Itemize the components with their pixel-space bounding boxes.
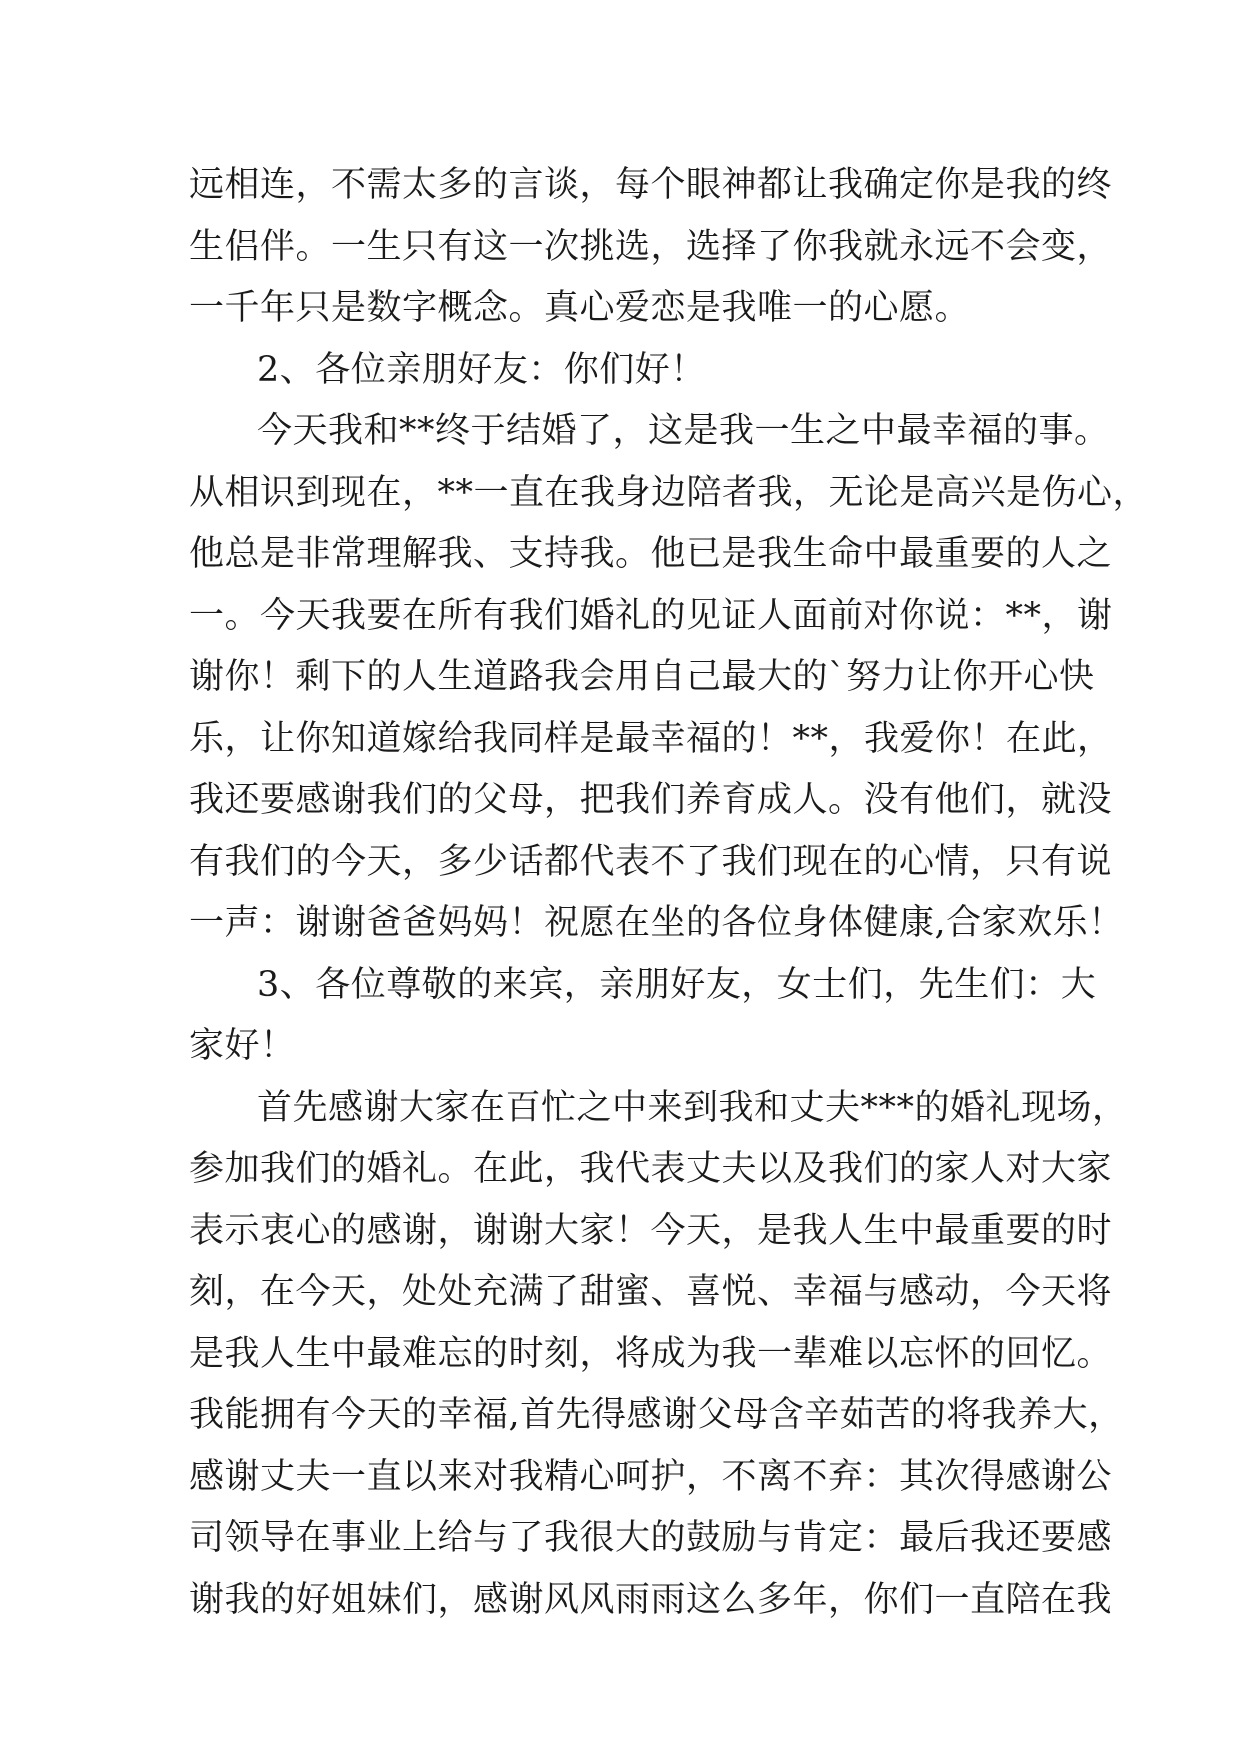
text-line: 首先感谢大家在百忙之中来到我和丈夫***的婚礼现场， [257, 1087, 1128, 1128]
text-line: 司领导在事业上给与了我很大的鼓励与肯定：最后我还要感 [189, 1518, 1113, 1558]
text-line: 2、各位亲朋好友：你们好！ [257, 349, 706, 390]
text-line: 从相识到现在，**一直在我身边陪者我，无论是高兴是伤心， [189, 472, 1149, 513]
text-line: 乐，让你知道嫁给我同样是最幸福的！**，我爱你！在此， [189, 718, 1113, 759]
text-line: 今天我和**终于结婚了，这是我一生之中最幸福的事。 [257, 411, 1110, 451]
text-line: 感谢丈夫一直以来对我精心呵护，不离不弃：其次得感谢公 [189, 1456, 1113, 1497]
text-line: 刻，在今天，处处充满了甜蜜、喜悦、幸福与感动，今天将 [189, 1272, 1113, 1312]
text-line: 谢我的好姐妹们，感谢风风雨雨这么多年，你们一直陪在我 [189, 1579, 1113, 1620]
text-line: 一声：谢谢爸爸妈妈！祝愿在坐的各位身体健康,合家欢乐！ [189, 903, 1124, 943]
text-line: 参加我们的婚礼。在此，我代表丈夫以及我们的家人对大家 [189, 1149, 1113, 1189]
text-line: 一。今天我要在所有我们婚礼的见证人面前对你说：**，谢 [189, 595, 1113, 636]
text-line: 是我人生中最难忘的时刻，将成为我一辈难以忘怀的回忆。 [189, 1333, 1113, 1374]
text-line: 谢你！剩下的人生道路我会用自己最大的`努力让你开心快 [189, 657, 1095, 697]
text-line: 一千年只是数字概念。真心爱恋是我唯一的心愿。 [189, 288, 971, 328]
text-line: 3、各位尊敬的来宾，亲朋好友，女士们，先生们：大 [257, 964, 1097, 1005]
text-line: 我还要感谢我们的父母，把我们养育成人。没有他们，就没 [189, 780, 1113, 820]
text-line: 表示衷心的感谢，谢谢大家！今天，是我人生中最重要的时 [189, 1210, 1113, 1251]
text-line: 家好！ [189, 1026, 296, 1066]
text-line: 我能拥有今天的幸福,首先得感谢父母含辛茹苦的将我养大， [189, 1395, 1124, 1435]
text-line: 有我们的今天，多少话都代表不了我们现在的心情，只有说 [189, 841, 1113, 882]
text-line: 生侣伴。一生只有这一次挑选，选择了你我就永远不会变， [189, 226, 1113, 267]
document-body-text [189, 155, 1149, 1631]
text-line: 他总是非常理解我、支持我。他已是我生命中最重要的人之 [189, 534, 1113, 574]
text-line: 远相连，不需太多的言谈，每个眼神都让我确定你是我的终 [189, 165, 1113, 205]
